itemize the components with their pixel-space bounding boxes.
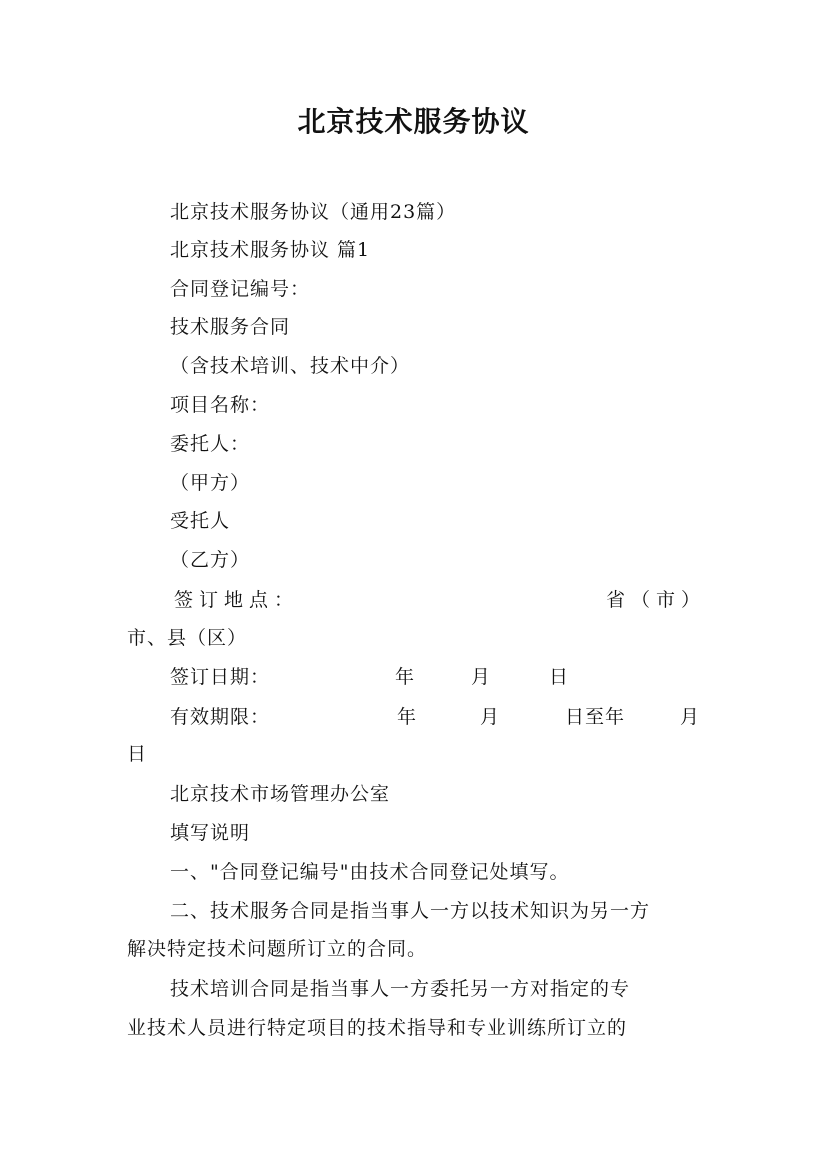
valid-month: 月 bbox=[480, 706, 501, 728]
contract-type: 技术服务合同 bbox=[170, 316, 291, 338]
sign-date-day: 日 bbox=[549, 666, 570, 688]
instruction-item-2-line-2: 解决特定技术问题所订立的合同。 bbox=[127, 938, 428, 960]
valid-day-end: 日 bbox=[127, 743, 148, 765]
contract-type-note: （含技术培训、技术中介） bbox=[170, 355, 411, 377]
client-label: 委托人： bbox=[170, 433, 251, 455]
valid-day-to-year: 日至年 bbox=[565, 706, 626, 728]
sign-date-label: 签订日期： bbox=[170, 666, 271, 688]
instruction-item-2-line-1: 二、技术服务合同是指当事人一方以技术知识为另一方 bbox=[170, 900, 651, 922]
project-name-label: 项目名称： bbox=[170, 394, 271, 416]
valid-period-label: 有效期限： bbox=[170, 706, 271, 728]
instruction-item-3-line-2: 业技术人员进行特定项目的技术指导和专业训练所订立的 bbox=[127, 1017, 628, 1039]
document-title: 北京技术服务协议 bbox=[297, 105, 530, 138]
party-b-label: （乙方） bbox=[170, 549, 251, 571]
instruction-item-3-line-1: 技术培训合同是指当事人一方委托另一方对指定的专 bbox=[170, 978, 631, 1000]
instruction-item-1: 一、"合同登记编号"由技术合同登记处填写。 bbox=[170, 861, 570, 883]
valid-month-end: 月 bbox=[680, 706, 701, 728]
party-a-label: （甲方） bbox=[170, 472, 251, 494]
instructions-heading: 填写说明 bbox=[170, 822, 251, 844]
office-name: 北京技术市场管理办公室 bbox=[170, 783, 391, 805]
sign-place-label: 签订地点： bbox=[174, 589, 300, 611]
chapter-heading: 北京技术服务协议 篇1 bbox=[170, 239, 371, 261]
sign-date-month: 月 bbox=[471, 666, 492, 688]
registration-number-label: 合同登记编号： bbox=[170, 278, 311, 300]
subtitle-line: 北京技术服务协议（通用23篇） bbox=[170, 201, 457, 223]
sign-date-year: 年 bbox=[395, 666, 416, 688]
trustee-label: 受托人 bbox=[170, 510, 231, 532]
sign-place-province: 省（市） bbox=[606, 589, 707, 611]
valid-year: 年 bbox=[397, 706, 418, 728]
sign-place-county: 市、县（区） bbox=[127, 627, 248, 649]
